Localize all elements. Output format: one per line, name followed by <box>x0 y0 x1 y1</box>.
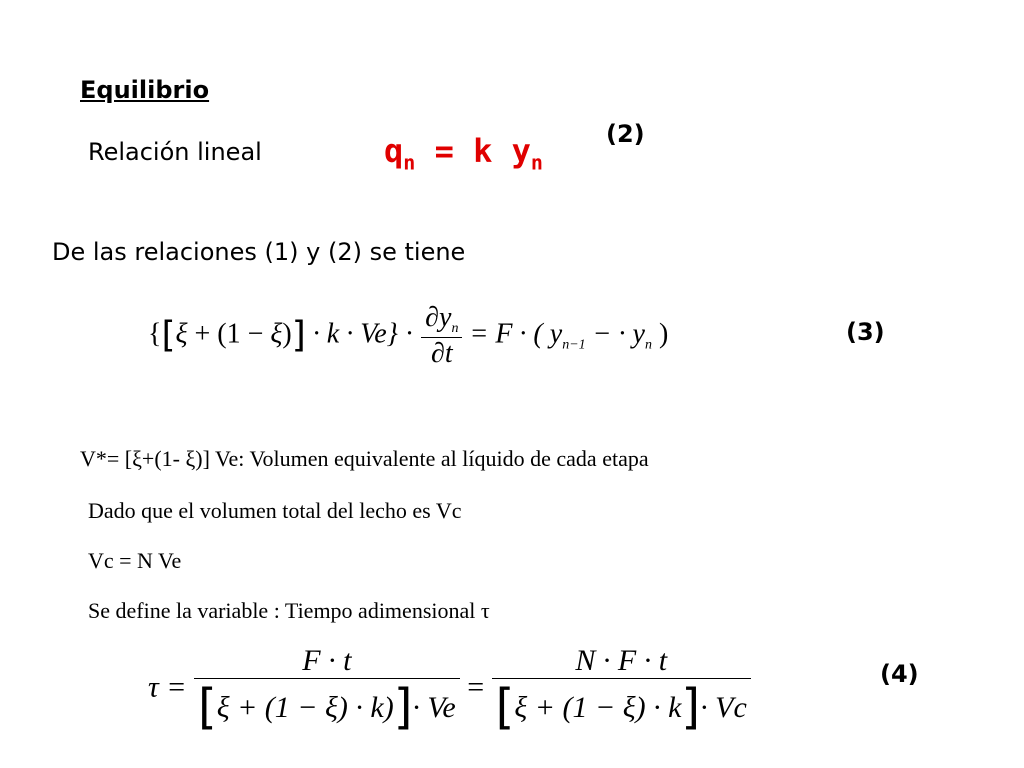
equation-4 <box>148 644 751 735</box>
eq4-equals: = <box>467 670 485 704</box>
eq3-xi: ξ <box>175 318 188 350</box>
section-heading: Equilibrio <box>80 76 210 104</box>
eq4-den2-tail: · Vc <box>700 691 747 724</box>
eq2-y-sub: n <box>530 150 543 175</box>
eq3-num-partial: ∂y <box>425 302 452 333</box>
eq2-mid: = k y <box>415 132 531 170</box>
relation-label: Relación lineal <box>88 138 262 166</box>
eq4-den1-tail: · Ve <box>412 691 456 724</box>
equation-2 <box>384 132 543 174</box>
eq4-fraction-1 <box>194 644 460 735</box>
eq4-den1-rbracket: ] <box>393 679 413 735</box>
eq4-den2-lbracket: [ <box>495 679 515 735</box>
text-line-2: Dado que el volumen total del lecho es Vc <box>88 498 462 523</box>
eq3-close: ) <box>282 318 292 350</box>
eq3-rhs-mid: − · y <box>585 318 645 350</box>
text-line-1: V*= [ξ+(1- ξ)] Ve: Volumen equivalente al líquido de cada etapa <box>80 446 649 471</box>
eq4-num1: F · t <box>302 644 352 677</box>
equation-4-number: (4) <box>880 660 919 688</box>
eq4-den1-lbracket: [ <box>197 679 217 735</box>
equation-3-number: (3) <box>846 318 885 346</box>
eq4-tau: τ = <box>148 670 187 704</box>
eq4-den1: ξ + (1 − ξ) · k) <box>216 691 394 724</box>
eq4-den2-rbracket: ] <box>681 679 701 735</box>
eq4-fraction-2 <box>492 644 751 735</box>
eq3-rhs: = F · ( y <box>469 318 563 350</box>
equation-3 <box>148 302 668 370</box>
eq3-lbracket: [ <box>161 314 176 356</box>
relations-intro: De las relaciones (1) y (2) se tiene <box>52 238 466 266</box>
text-line-3: Vc = N Ve <box>88 548 182 573</box>
eq4-den2: ξ + (1 − ξ) · k <box>514 691 682 724</box>
eq3-k-ve: · k · Ve} <box>312 318 398 350</box>
eq3-dot: · <box>404 318 415 350</box>
eq3-num-sub: n <box>451 321 459 336</box>
eq3-plus: + (1 − <box>187 318 271 350</box>
eq2-q-sub: n <box>403 150 416 175</box>
eq3-rhs-sub1: n−1 <box>562 337 586 353</box>
eq3-rhs-close: ) <box>651 318 669 350</box>
eq3-xi2: ξ <box>270 318 283 350</box>
eq4-num2: N · F · t <box>575 644 668 677</box>
eq3-left-brace: { <box>148 318 162 350</box>
equation-2-number: (2) <box>606 120 645 148</box>
text-line-4: Se define la variable : Tiempo adimensional τ <box>88 598 490 623</box>
eq3-derivative <box>421 302 462 370</box>
eq2-q: q <box>384 132 404 170</box>
eq3-rbracket: ] <box>291 314 306 356</box>
eq3-den-partial: ∂t <box>421 337 462 370</box>
eq3-rhs-sub2: n <box>644 337 652 353</box>
